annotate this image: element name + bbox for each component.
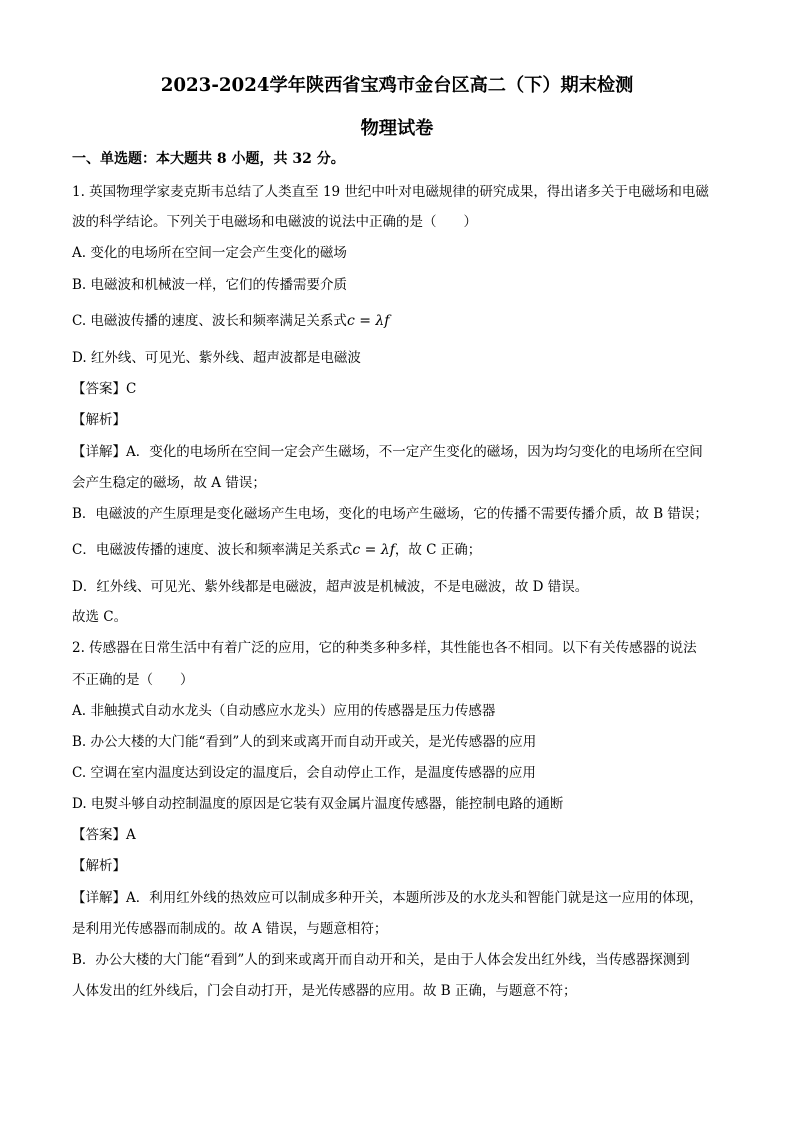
q1-option-d: D. 红外线、可见光、紫外线、超声波都是电磁波 xyxy=(72,350,361,366)
q1-detail-c-pre: C．电磁波传播的速度、波长和频率满足关系式 xyxy=(72,542,353,558)
q2-option-b: B. 办公大楼的大门能“看到”人的到来或离开而自动开或关，是光传感器的应用 xyxy=(72,734,537,750)
q2-option-c: C. 空调在室内温度达到设定的温度后，会自动停止工作，是温度传感器的应用 xyxy=(72,765,536,781)
q1-stem-line1: 1. 英国物理学家麦克斯韦总结了人类直至 19 世纪中叶对电磁规律的研究成果，得出诸多关于电磁场和电磁 xyxy=(72,184,709,200)
q1-option-b: B. 电磁波和机械波一样，它们的传播需要介质 xyxy=(72,277,348,293)
q1-option-c-text: C. 电磁波传播的速度、波长和频率满足关系式 xyxy=(72,313,347,329)
q1-detail-c-post: ，故 C 正确； xyxy=(394,542,482,558)
q2-option-a: A. 非触摸式自动水龙头（自动感应水龙头）应用的传感器是压力传感器 xyxy=(72,703,496,719)
section-heading: 一、单选题：本大题共 8 小题，共 32 分。 xyxy=(72,151,345,167)
q1-conclusion: 故选 C。 xyxy=(72,609,128,625)
q1-detail-d: D．红外线、可见光、紫外线都是电磁波，超声波是机械波，不是电磁波，故 D 错误。 xyxy=(72,579,589,595)
q2-answer: 【答案】A xyxy=(72,827,136,843)
q2-detail-b-line1: B．办公大楼的大门能“看到”人的到来或离开而自动开和关，是由于人体会发出红外线，当传感器探测到 xyxy=(72,952,690,968)
q1-detail-a-line1: 【详解】A．变化的电场所在空间一定会产生磁场，不一定产生变化的磁场，因为均匀变化的电场所在空间 xyxy=(72,444,703,460)
q2-option-d: D. 电熨斗够自动控制温度的原因是它装有双金属片温度传感器，能控制电路的通断 xyxy=(72,796,564,812)
q1-stem-line2: 波的科学结论。下列关于电磁场和电磁波的说法中正确的是（ ） xyxy=(72,214,477,230)
q1-analysis-label: 【解析】 xyxy=(72,412,126,428)
q2-stem-line2: 不正确的是（ ） xyxy=(72,672,194,688)
q1-detail-a-line2: 会产生稳定的磁场，故 A 错误； xyxy=(72,475,266,491)
q1-option-c xyxy=(72,312,389,330)
page-subtitle: 物理试卷 xyxy=(360,118,434,139)
q2-detail-a-line1: 【详解】A．利用红外线的热效应可以制成多种开关，本题所涉及的水龙头和智能门就是这一应用的体现， xyxy=(72,890,703,906)
q2-analysis-label: 【解析】 xyxy=(72,858,126,874)
q2-detail-a-line2: 是利用光传感器而制成的。故 A 错误，与题意相符； xyxy=(72,921,388,937)
q1-option-c-formula: c = λf xyxy=(346,313,390,329)
q1-answer: 【答案】C xyxy=(72,381,137,397)
q1-detail-c xyxy=(72,541,481,559)
page-title: 2023-2024学年陕西省宝鸡市金台区高二（下）期末检测 xyxy=(160,75,634,96)
q2-detail-b-line2: 人体发出的红外线后，门会自动打开，是光传感器的应用。故 B 正确，与题意不符； xyxy=(72,983,577,999)
q1-option-a: A. 变化的电场所在空间一定会产生变化的磁场 xyxy=(72,245,347,261)
q1-detail-c-formula: c = λf xyxy=(352,542,395,558)
q2-stem-line1: 2. 传感器在日常生活中有着广泛的应用，它的种类多种多样，其性能也各不相同。以下有关传感器的说法 xyxy=(72,640,697,656)
q1-detail-b: B．电磁波的产生原理是变化磁场产生电场，变化的电场产生磁场，它的传播不需要传播介质，故 B 错误； xyxy=(72,506,708,522)
